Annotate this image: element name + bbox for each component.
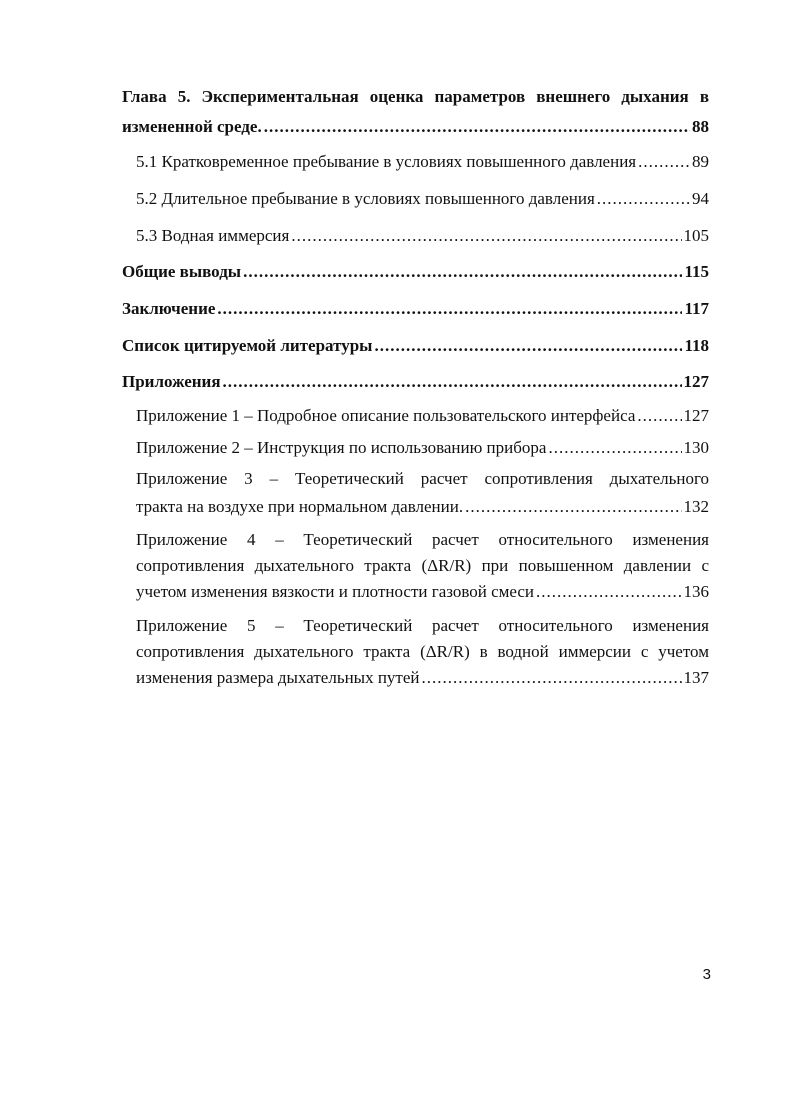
toc-leader-dots (465, 494, 681, 520)
toc-appendix-4-line1 (136, 527, 709, 553)
toc-leader-dots (548, 435, 681, 461)
toc-page-number: 117 (684, 299, 709, 318)
toc-appendix-4-title-line3: учетом изменения вязкости и плотности газовой смеси (136, 582, 535, 601)
page-number: 3 (702, 966, 711, 983)
toc-page-number: 127 (683, 372, 709, 391)
toc-page-number: 132 (683, 497, 709, 516)
toc-leader-dots (264, 114, 690, 140)
toc-summary (122, 296, 709, 322)
toc-leader-dots (597, 186, 690, 212)
toc-section-5-2 (136, 186, 709, 212)
toc-page-number: 94 (692, 189, 709, 208)
toc-appendix-4-title-line2: сопротивления дыхательного тракта (ΔR/R) при повышенном давлении с (136, 556, 709, 575)
toc-page-number: 127 (683, 406, 709, 425)
toc-appendix-5-title-line1: Приложение 5 – Теоретический расчет относительного изменения (136, 616, 709, 635)
toc-section-title: Общие выводы (122, 262, 242, 281)
toc-appendix-3-line2 (136, 494, 709, 520)
toc-appendix-3-title-line1: Приложение 3 – Теоретический расчет сопротивления дыхательного (136, 469, 709, 488)
toc-page-number: 136 (683, 582, 709, 601)
toc-section-title: Приложения (122, 372, 221, 391)
toc-section-title: Заключение (122, 299, 216, 318)
toc-appendix-5-line1 (136, 613, 709, 639)
toc-appendix-4-line3 (136, 579, 709, 605)
toc-chapter5-line1 (122, 84, 709, 110)
toc-appendix-3-line1 (136, 466, 709, 492)
toc-leader-dots (638, 149, 690, 175)
toc-leader-dots (637, 403, 681, 429)
toc-section-title: Приложение 1 – Подробное описание пользовательского интерфейса (136, 406, 636, 425)
toc-page-number: 88 (692, 117, 709, 136)
toc-leader-dots (374, 333, 682, 359)
toc-chapter5-title-line1: Глава 5. Экспериментальная оценка параметров внешнего дыхания в (122, 87, 709, 106)
toc-section-5-1 (136, 149, 709, 175)
toc-appendix-5-title-line2: сопротивления дыхательного тракта (ΔR/R) в водной иммерсии с учетом (136, 642, 709, 661)
toc-section-title: 5.2 Длительное пребывание в условиях повышенного давления (136, 189, 595, 208)
toc-conclusions (122, 259, 709, 285)
toc-section-title: Приложение 2 – Инструкция по использованию прибора (136, 438, 547, 457)
toc-appendix-5-line3 (136, 665, 709, 691)
toc-section-title: 5.1 Кратковременное пребывание в условиях повышенного давления (136, 152, 637, 171)
toc-page-number: 89 (692, 152, 709, 171)
toc-appendix-4-line2 (136, 553, 709, 579)
toc-chapter5-title-line2: измененной среде. (122, 117, 262, 136)
toc-page-number: 105 (683, 226, 709, 245)
toc-chapter5-line2 (122, 114, 709, 140)
toc-leader-dots (223, 369, 682, 395)
toc-page-number: 137 (683, 668, 709, 687)
toc-section-title: 5.3 Водная иммерсия (136, 226, 290, 245)
toc-appendix-5-line2 (136, 639, 709, 665)
toc-appendix-3-title-line2: тракта на воздухе при нормальном давлении. (136, 497, 464, 516)
toc-leader-dots (422, 665, 682, 691)
toc-references (122, 333, 709, 359)
toc-leader-dots (217, 296, 682, 322)
toc-appendix-1 (136, 403, 709, 429)
toc-leader-dots (536, 579, 681, 605)
toc-page-number: 118 (684, 336, 709, 355)
toc-leader-dots (243, 259, 682, 285)
toc-section-title: Список цитируемой литературы (122, 336, 373, 355)
toc-page-number: 130 (683, 438, 709, 457)
toc-page-number: 115 (684, 262, 709, 281)
toc-appendix-4-title-line1: Приложение 4 – Теоретический расчет относительного изменения (136, 530, 709, 549)
toc-section-5-3 (136, 223, 709, 249)
toc-appendix-2 (136, 435, 709, 461)
toc-appendices (122, 369, 709, 395)
toc-appendix-5-title-line3: изменения размера дыхательных путей (136, 668, 420, 687)
toc-leader-dots (291, 223, 681, 249)
